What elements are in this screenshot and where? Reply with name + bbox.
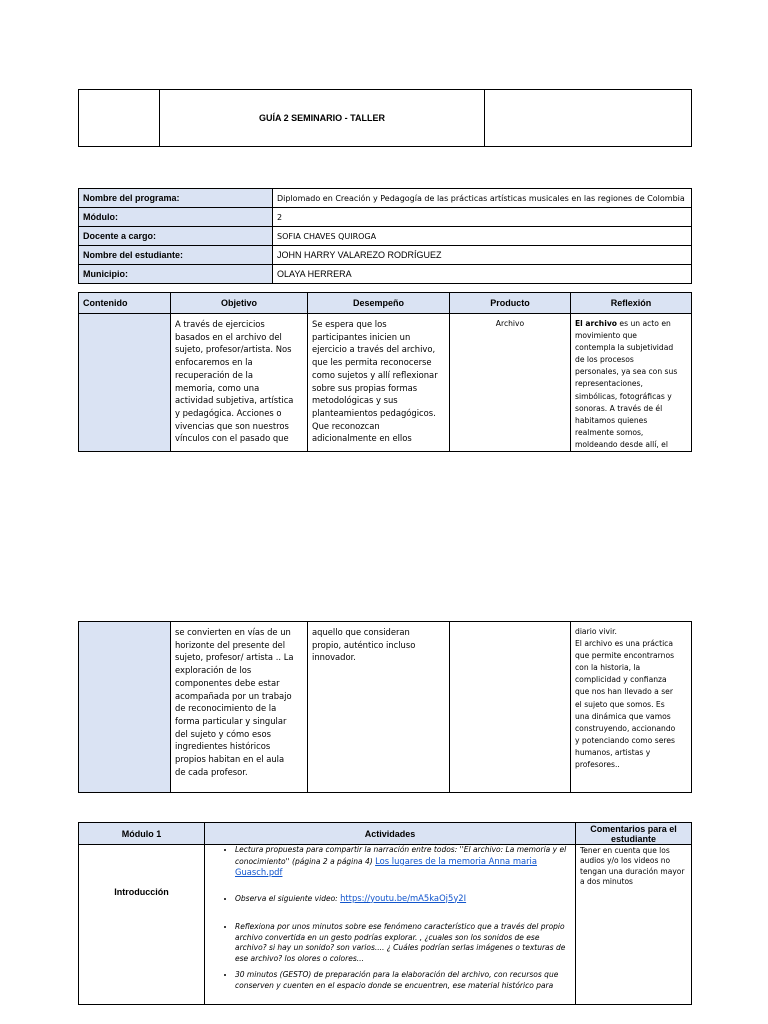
producto-text: Archivo (495, 319, 525, 328)
objetivo-text-continued: se convierten en vías de un horizonte del presente del sujeto, profesor/ artista .. La exploración de los componentes debe estar acompañada por un trabajo de reconocimiento de la forma particular y singular del sujeto y cómo esos ingredientes históricos propios habitan en el aula de cada profesor. (175, 627, 294, 777)
objetivo-text: A través de ejercicios basados en el archivo del sujeto, profesor/artista. Nos enfocaremos en la recuperación de la memoria, como una actividad subjetiva, artística y pedagógica. Acciones o vivencias que son nuestros vínculos con el pasado que (175, 319, 294, 444)
guide-title: GUÍA 2 SEMINARIO - TALLER (160, 90, 485, 147)
info-row-teacher (79, 227, 692, 246)
teacher-label: Docente a cargo: (79, 227, 273, 246)
header-left-cell (79, 90, 160, 147)
student-value: JOHN HARRY VALAREZO RODRÍGUEZ (273, 246, 692, 265)
module-table (78, 822, 692, 1005)
teacher-value: SOFIA CHAVES QUIROGA (273, 227, 692, 246)
activities-list (205, 845, 571, 991)
reflexion-bold-term: El archivo (575, 319, 617, 328)
reflexion-continued: es un acto en movimiento que contempla la subjetividad de los procesos personales, ya sea con sus representaciones, simbólicas, fotográficas y sonoras. A través de él habitamos quienes realmente somos, moldeando desde allí, el (575, 319, 678, 449)
program-label: Nombre del programa: (79, 189, 273, 208)
activity-item: • Lectura propuesta para compartir la narración entre todos: ''El archivo: La memoria y el conocimiento'' (página 2 a página 4) Los lugares de la memoria Anna maria Guasch.pdf (235, 845, 571, 879)
activity-item: • Observa el siguiente video: https://youtu.be/mA5kaOj5y2I (235, 893, 571, 905)
col-header-producto: Producto (450, 293, 571, 314)
contenido-cell-continued (79, 622, 171, 793)
module-value: 2 (273, 208, 692, 227)
reading-pdf-link[interactable]: Los lugares de la memoria Anna maria Guasch.pdf (235, 855, 538, 877)
module-header-row (79, 823, 692, 845)
activities-header: Actividades (205, 823, 576, 845)
activities-cell (205, 845, 576, 1005)
activity-item: • Reflexiona por unos minutos sobre ese fenómeno característico que a través del propio archivo convertida en un gesto podrías explorar. , ¿cuales son los sonidos de ese archivo? si hay un sonido? son varios.... ¿ Cuáles podrían serlas imágenes o texturas de ese archivo? los olores o colores... (235, 922, 571, 964)
module-label: Módulo: (79, 208, 273, 227)
module-header: Módulo 1 (79, 823, 205, 845)
desempeno-text-continued: aquello que consideran propio, auténtico incluso innovador. (312, 627, 416, 663)
info-row-program (79, 189, 692, 208)
program-value: Diplomado en Creación y Pedagogía de las prácticas artísticas musicales en las regiones de Colombia (273, 189, 692, 208)
content-table (78, 292, 692, 452)
content-row (79, 314, 692, 452)
contenido-cell (79, 314, 171, 452)
content-header-row (79, 293, 692, 314)
info-row-module (79, 208, 692, 227)
video-link[interactable]: https://youtu.be/mA5kaOj5y2I (340, 892, 467, 903)
municipality-label: Municipio: (79, 265, 273, 284)
guide-header-table (78, 89, 692, 147)
reflexion-text (571, 314, 691, 451)
activity-item: • 30 minutos (GESTO) de preparación para la elaboración del archivo, con recursos que conserven y cuenten en el espacio donde se encuentren, ese material histórico para (235, 970, 571, 991)
col-header-reflexion: Reflexión (571, 293, 692, 314)
producto-cell-continued (450, 622, 571, 793)
desempeno-text: Se espera que los participantes inicien un ejercicio a través del archivo, que les permita reconocerse como sujetos y allí reflexionar sobre sus propias formas metodológicas y sus planteamientos pedagógicos. Que reconozcan adicionalmente en ellos (312, 319, 438, 444)
info-row-municipality (79, 265, 692, 284)
header-right-cell (485, 90, 692, 147)
col-header-contenido: Contenido (79, 293, 171, 314)
student-info-table (78, 188, 692, 284)
introduction-label: Introducción (79, 845, 205, 1005)
student-label: Nombre del estudiante: (79, 246, 273, 265)
module-row-introduction (79, 845, 692, 1005)
info-row-student (79, 246, 692, 265)
content-table-continued (78, 621, 692, 793)
municipality-value: OLAYA HERRERA (273, 265, 692, 284)
student-comment: Tener en cuenta que los audios y/o los videos no tengan una duración mayor a dos minutos (576, 845, 692, 1005)
content-row-continued (79, 622, 692, 793)
col-header-objetivo: Objetivo (171, 293, 308, 314)
col-header-desempeno: Desempeño (308, 293, 450, 314)
comments-header: Comentarios para el estudiante (576, 823, 692, 845)
reflexion-text-continued: diario vivir. El archivo es una práctica que permite encontrarnos con la historia, la complicidad y confianza que nos han llevado a ser el sujeto que somos. Es una dinámica que vamos construyendo, accionando y potenciando como seres humanos, artistas y profesores.. (575, 627, 676, 770)
